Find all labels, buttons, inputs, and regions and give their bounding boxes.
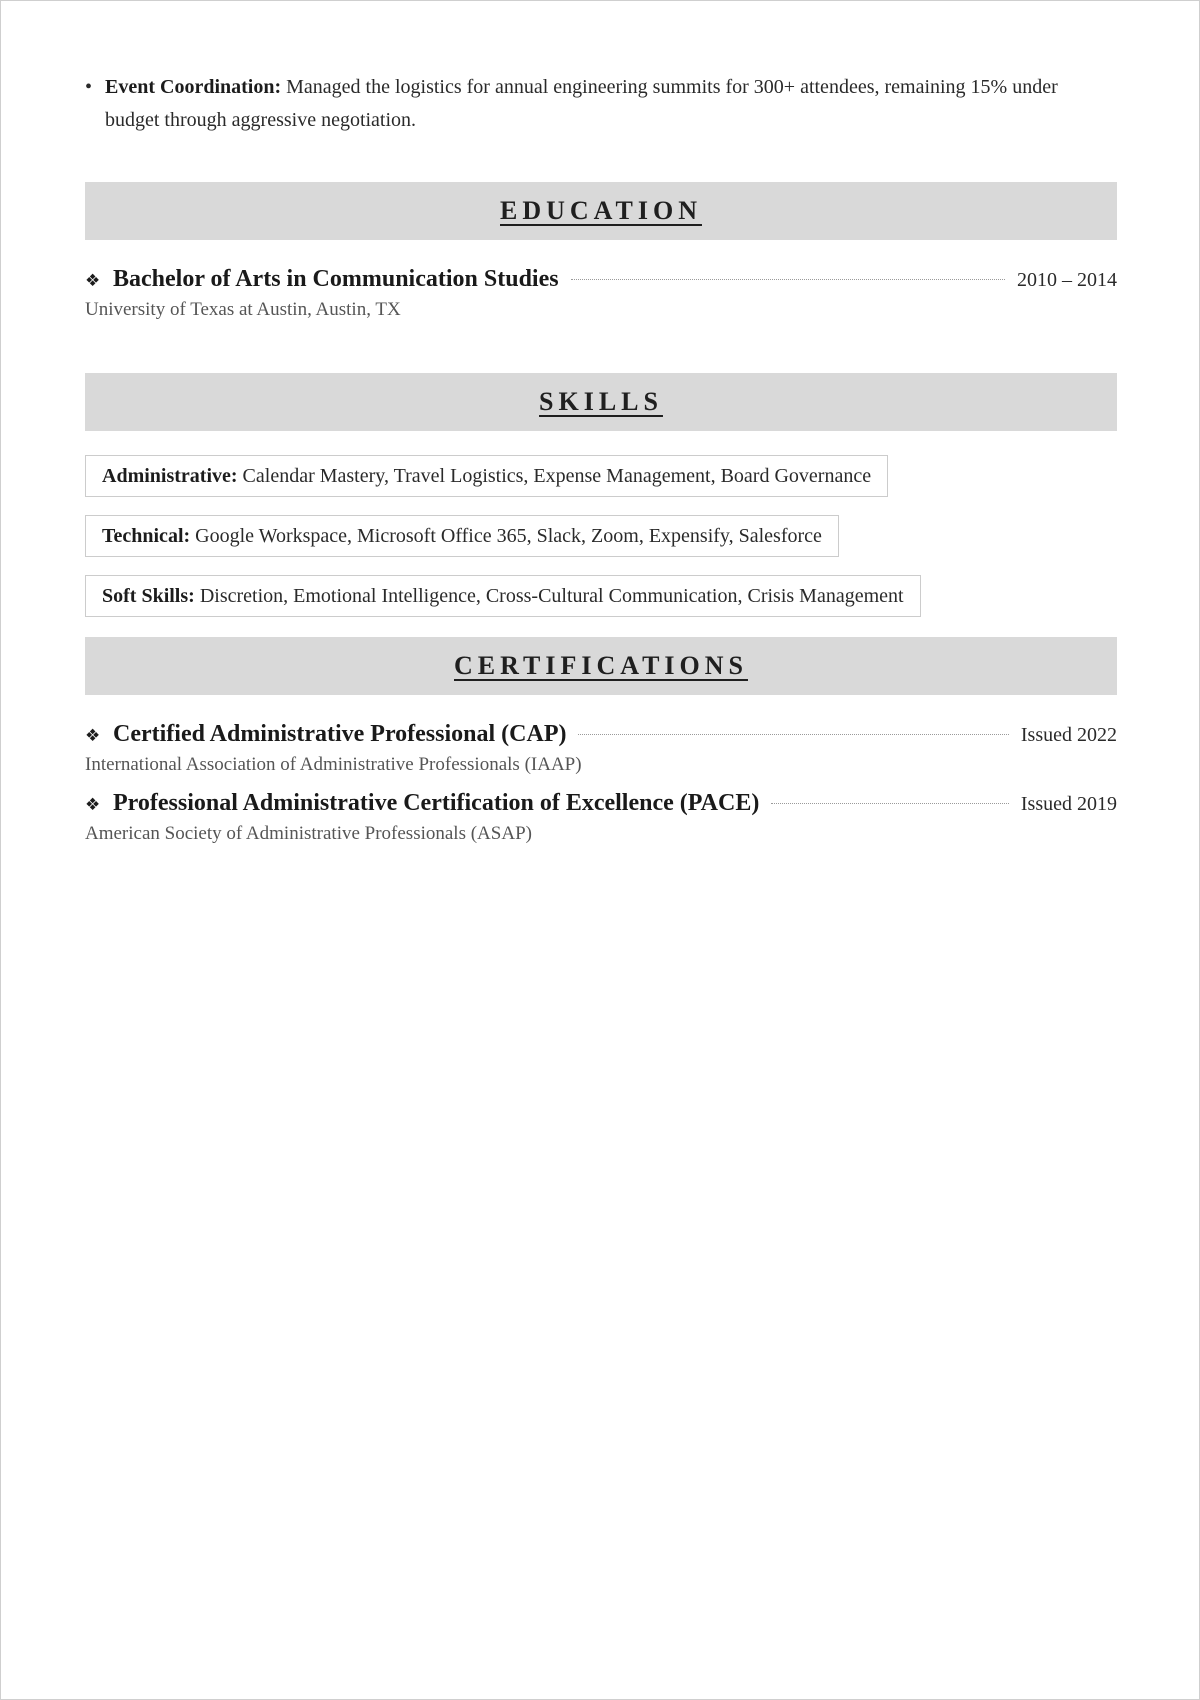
skill-box	[85, 455, 888, 497]
skill-term: Administrative:	[102, 465, 238, 487]
diamond-bullet-icon: ❖	[85, 726, 101, 746]
certifications-section-header	[85, 637, 1117, 695]
skills-section-header	[85, 373, 1117, 431]
dotted-leader	[771, 803, 1009, 804]
skill-box	[85, 515, 839, 557]
certification-entry-row	[85, 721, 1117, 748]
skill-items: Calendar Mastery, Travel Logistics, Expense Management, Board Governance	[237, 465, 872, 487]
diamond-bullet-icon: ❖	[85, 795, 101, 815]
education-heading: EDUCATION	[500, 196, 702, 225]
skill-items: Discretion, Emotional Intelligence, Cross-Cultural Communication, Crisis Management	[194, 585, 904, 607]
certifications-heading: CERTIFICATIONS	[454, 651, 748, 680]
education-entry-row	[85, 266, 1117, 293]
skill-box	[85, 575, 921, 617]
degree-title: Bachelor of Arts in Communication Studies	[113, 266, 559, 292]
certification-title: Certified Administrative Professional (CAP)	[113, 721, 567, 747]
bullet-term: Event Coordination:	[105, 76, 282, 98]
education-dates: 2010 – 2014	[1017, 269, 1117, 291]
certification-entry	[85, 790, 1117, 845]
skill-group-administrative	[85, 455, 1117, 497]
skill-group-technical	[85, 515, 1117, 557]
experience-bullet-list	[85, 71, 1117, 137]
skill-term: Technical:	[102, 525, 191, 547]
certification-issuer: American Society of Administrative Professionals (ASAP)	[85, 823, 532, 844]
certification-issuer: International Association of Administrative Professionals (IAAP)	[85, 754, 582, 775]
skill-group-soft-skills	[85, 575, 1117, 617]
bullet-text: Managed the logistics for annual engineering summits for 300+ attendees, remaining 15% under budget through aggressive negotiation.	[105, 76, 1058, 131]
resume-content	[85, 71, 1117, 845]
certification-entry-row	[85, 790, 1117, 817]
certification-entry	[85, 721, 1117, 776]
diamond-bullet-icon: ❖	[85, 271, 101, 291]
skill-items: Google Workspace, Microsoft Office 365, Slack, Zoom, Expensify, Salesforce	[190, 525, 822, 547]
dotted-leader	[571, 279, 1005, 280]
certification-issued: Issued 2019	[1020, 793, 1117, 815]
certification-title: Professional Administrative Certification of Excellence (PACE)	[113, 790, 760, 816]
skill-term: Soft Skills:	[102, 585, 195, 607]
bullet-icon: •	[85, 76, 93, 98]
dotted-leader	[578, 734, 1008, 735]
experience-bullet	[85, 71, 1117, 137]
school-location: University of Texas at Austin, Austin, TX	[85, 299, 401, 320]
skills-list	[85, 455, 1117, 617]
education-entry	[85, 266, 1117, 321]
certification-issued: Issued 2022	[1020, 724, 1117, 746]
skills-heading: SKILLS	[539, 387, 663, 416]
education-section-header	[85, 182, 1117, 240]
